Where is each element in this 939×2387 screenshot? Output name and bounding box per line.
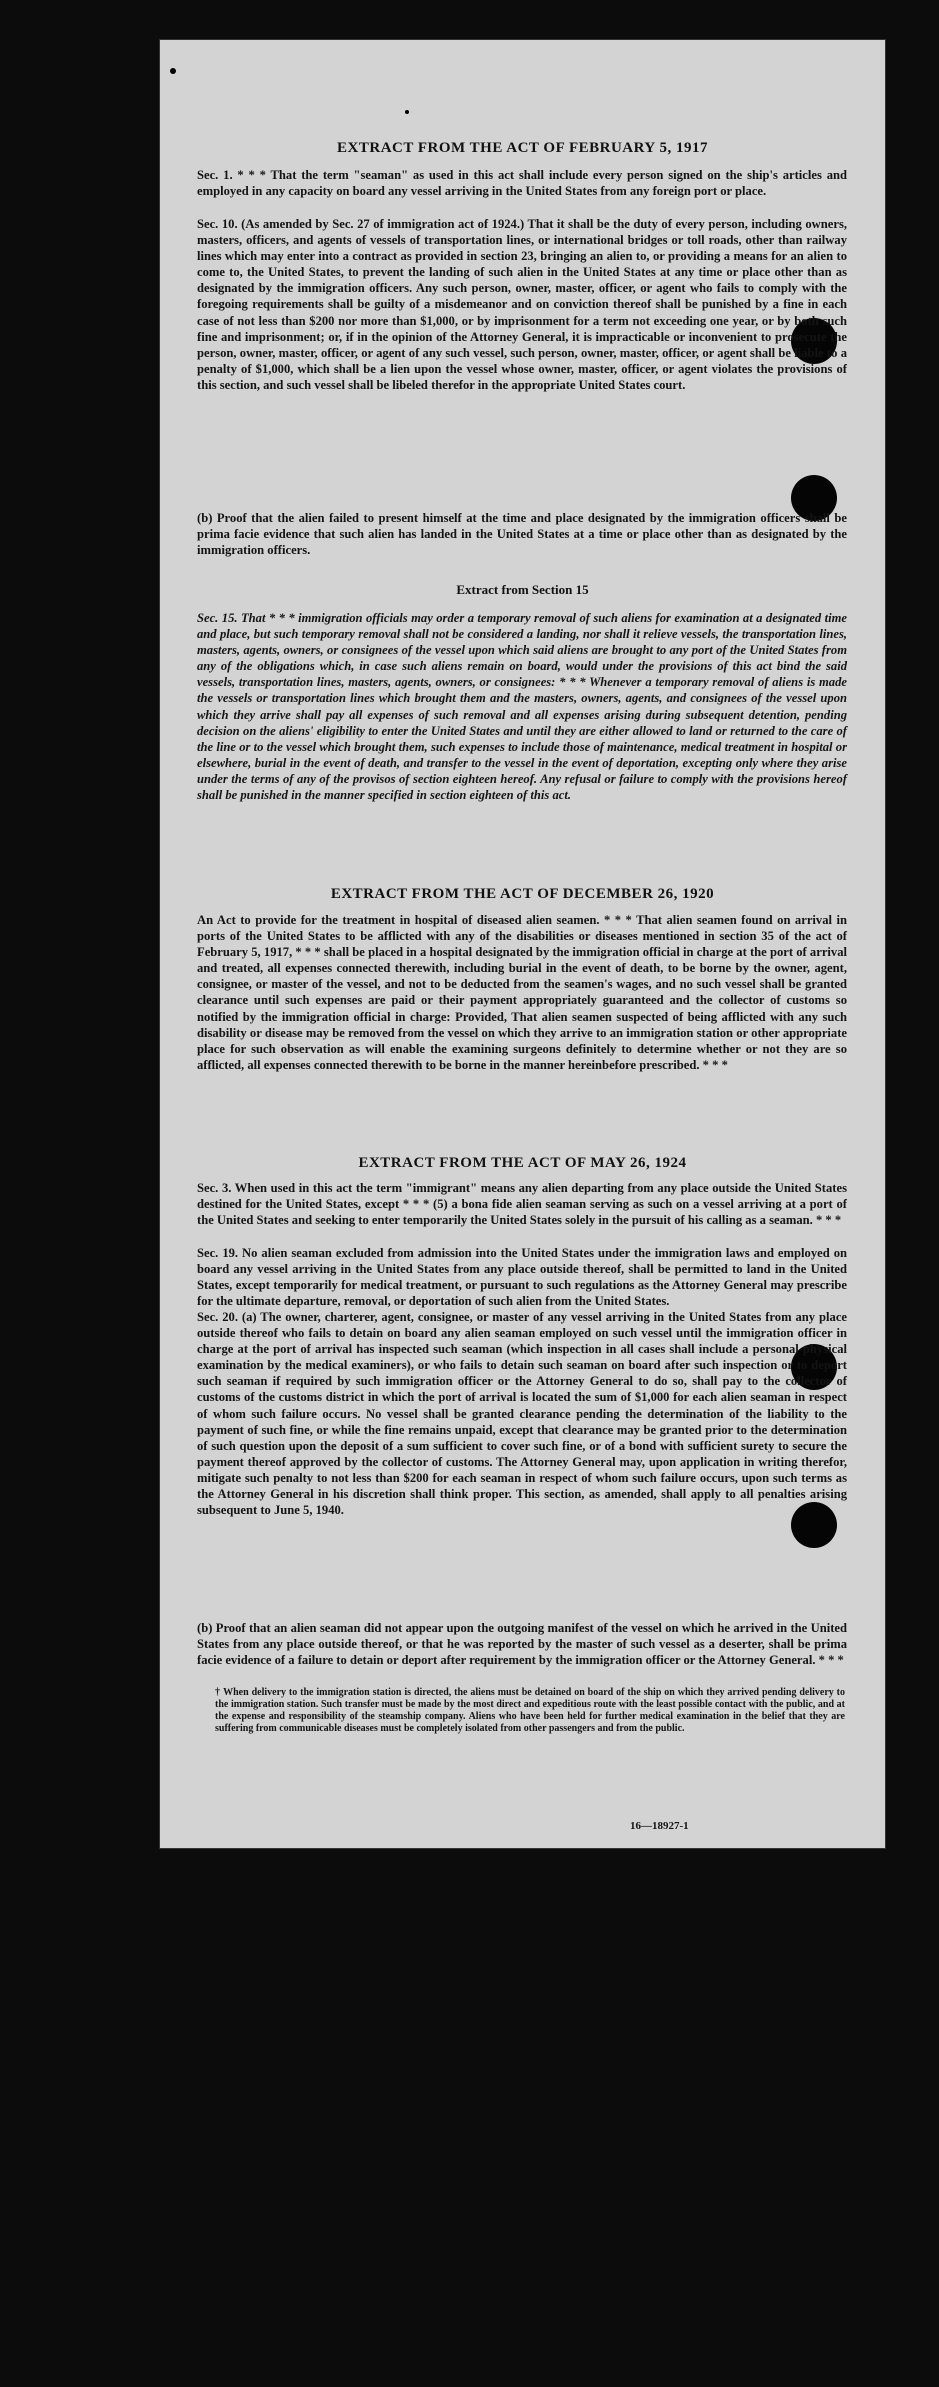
heading-act-1917: EXTRACT FROM THE ACT OF FEBRUARY 5, 1917 — [337, 140, 708, 156]
paragraph-proof-b: (b) Proof that the alien failed to present himself at the time and place designated by the immigration officers shall be prima facie evidence that such alien has landed in the United States at a time or place other than as designated by the immigration officers. — [197, 511, 847, 558]
paragraph-sec-20: Sec. 20. (a) The owner, charterer, agent, consignee, or master of any vessel arriving in the United States from any place outside thereof who fails to detain on board any alien seaman employed on such vessel until the immigration officer in charge at the port of arrival has inspected such seaman (which inspection in all cases shall include a personal physical examination by the medical examiners), or who fails to detain such seaman on board after such inspection or to deport such seaman if required by such immigration officer or the Attorney General to do so, shall pay to the collector of customs of the customs district in which the port of arrival is located the sum of $1,000 for each alien seaman in respect of whom such failure occurs. No vessel shall be granted clearance pending the determination of the liability to the payment of such fine, or while the fine remains unpaid, except that clearance may be granted prior to the determination of such question upon the deposit of a sum sufficient to cover such fine, or of a bond with sufficient surety to secure the payment thereof approved by the collector of customs. The Attorney General may, upon application in writing therefor, mitigate such penalty to not less than $200 for each seaman in respect of whom such failure occurs, upon such terms as the Attorney General in his discretion shall think proper. This section, as amended, shall apply to all penalties arising subsequent to June 5, 1940. — [197, 1310, 847, 1518]
form-code: 16—18927-1 — [630, 1820, 689, 1832]
paragraph-act-1920: An Act to provide for the treatment in hospital of diseased alien seamen. * * * That alien seamen found on arrival in ports of the United States to be afflicted with any of the disabilities or diseases mentioned in section 35 of the act of February 5, 1917, * * * shall be placed in a hospital designated by the immigration official in charge at the port of arrival and treated, all expenses connected therewith, including burial in the event of death, to be borne by the owner, agent, consignee, or master of the vessel, and not to be deducted from the seamen's wages, and no such vessel shall be granted clearance until such expenses are paid or their payment appropriately guaranteed and the collector of customs so notified by the immigration official in charge: Provided, That alien seamen suspected of being afflicted with any such disability or disease may be removed from the vessel on which they arrive to an immigration station or other appropriate place for such observation as will enable the examining surgeons definitely to determine whether or not they are so afflicted, all expenses connected therewith to be borne in the manner hereinbefore prescribed. * * * — [197, 913, 847, 1072]
paragraph-sec-15: Sec. 15. That * * * immigration officials may order a temporary removal of such aliens for examination at a designated time and place, but such temporary removal shall not be considered a landing, nor shall it relieve vessels, the transportation lines, masters, agents, owners, or consignees of the vessel upon which said aliens are brought to any port of the United States from any of the obligations which, in case such aliens remain on board, would under the provisions of this act bind the said vessels, transportation lines, masters, agents, owners, or consignees: * * * Whenever a temporary removal of aliens is made the vessels or transportation lines which brought them and the masters, owners, agents, and consignees of the vessel upon which they arrive shall pay all expenses of such removal and all expenses arising during subsequent detention, pending decision on the aliens' eligibility to enter the United States and until they are either allowed to land or returned to the care of the line or to the vessel which brought them, such expenses to include those of maintenance, medical treatment in hospital or elsewhere, burial in the event of death, and transfer to the vessel in the event of deportation, excepting only where they arise under the terms of any of the provisos of section eighteen hereof. Any refusal or failure to comply with the provisions hereof shall be punished in the manner specified in section eighteen of this act. — [197, 611, 847, 803]
heading-section-15: Extract from Section 15 — [456, 582, 589, 597]
paragraph-sec-1: Sec. 1. * * * That the term "seaman" as used in this act shall include every person signed on the ship's articles and employed in any capacity on board any vessel arriving in the United States from any foreign port or place. — [197, 168, 847, 199]
heading-act-1924: EXTRACT FROM THE ACT OF MAY 26, 1924 — [358, 1155, 687, 1171]
paragraph-sec-20-b: (b) Proof that an alien seaman did not appear upon the outgoing manifest of the vessel on which he arrived in the United States from any place outside thereof, or that he was reported by the master of such vessel as a deserter, shall be prima facie evidence of a failure to detain or deport after requirement by the immigration officer or the Attorney General. * * * — [197, 1621, 847, 1668]
paragraph-sec-10: Sec. 10. (As amended by Sec. 27 of immigration act of 1924.) That it shall be the duty of every person, including owners, masters, officers, and agents of vessels of transportation lines, or international bridges or toll roads, other than railway lines which may enter into a contract as provided in section 23, bringing an alien to, or providing a means for an alien to come to, the United States, to prevent the landing of such alien in the United States at any time or place other than as designated by the immigration officers. Any such person, owner, master, officer, or agent who fails to comply with the foregoing requirements shall be guilty of a misdemeanor and on conviction thereof shall be punished by a fine in each case of not less than $200 nor more than $1,000, or by imprisonment for a term not exceeding one year, or by both such fine and imprisonment; or, if in the opinion of the Attorney General, it is impracticable or inconvenient to prosecute the person, owner, master, officer, or agent of any such vessel, such person, owner, master, officer, or agent shall be liable to a penalty of $1,000, which shall be a lien upon the vessel whose owner, master, officer, or agent violates the provisions of this section, and such vessel shall be libeled therefor in the appropriate United States court. — [197, 217, 847, 392]
document-content — [160, 40, 885, 1848]
heading-act-1920: EXTRACT FROM THE ACT OF DECEMBER 26, 1920 — [330, 886, 715, 902]
footnote: † When delivery to the immigration station is directed, the aliens must be detained on board of the ship on which they arrived pending delivery to the immigration station. Such transfer must be made by the most direct and expeditious route with the least possible contact with the public, and at the expense and responsibility of the steamship company. Aliens who have been held for further medical examination in the belief that they are suffering from communicable diseases must be completely isolated from other passengers and from the public. — [215, 1687, 845, 1734]
document-page — [160, 40, 885, 1848]
paragraph-sec-3: Sec. 3. When used in this act the term "immigrant" means any alien departing from any place outside the United States destined for the United States, except * * * (5) a bona fide alien seaman serving as such on a vessel arriving at a port of the United States and seeking to enter temporarily the United States solely in the pursuit of his calling as a seaman. * * * — [197, 1181, 847, 1228]
paragraph-sec-19: Sec. 19. No alien seaman excluded from admission into the United States under the immigration laws and employed on board any vessel arriving in the United States from any place outside thereof, shall be permitted to land in the United States, except temporarily for medical treatment, or pursuant to such regulations as the Attorney General may prescribe for the ultimate departure, removal, or deportation of such alien from the United States. — [197, 1246, 847, 1309]
